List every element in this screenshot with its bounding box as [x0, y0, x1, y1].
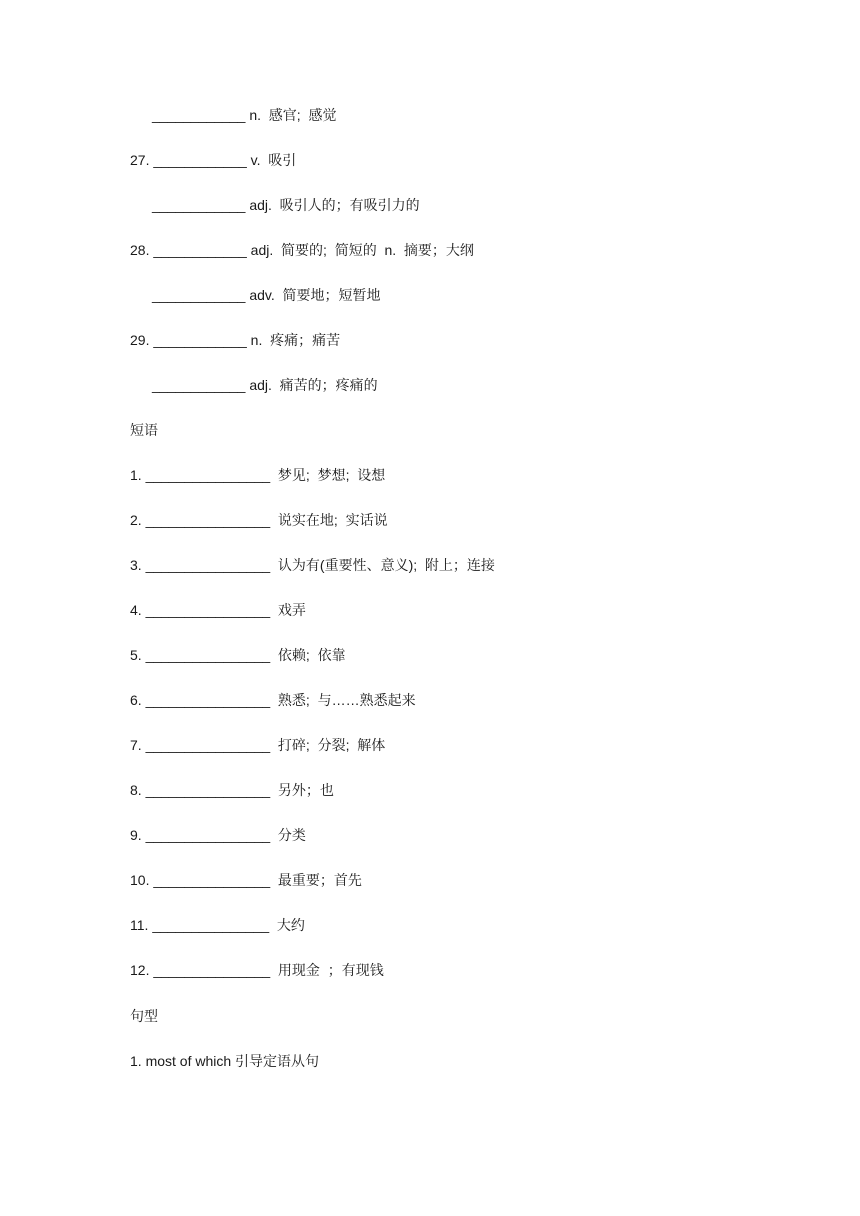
phrase-line: 3. ________________ 认为有(重要性、意义); 附上；连接: [130, 557, 495, 573]
vocab-line: 28. ____________ adj. 简要的; 简短的 n. 摘要；大纲: [130, 242, 474, 258]
vocab-line: ____________ adv. 简要地；短暂地: [152, 287, 381, 303]
phrase-line: 2. ________________ 说实在地; 实话说: [130, 512, 388, 528]
vocab-line: 29. ____________ n. 疼痛；痛苦: [130, 332, 341, 348]
phrase-line: 10. _______________ 最重要；首先: [130, 872, 362, 888]
phrase-line: 6. ________________ 熟悉; 与……熟悉起来: [130, 692, 416, 708]
sentence-heading: 句型: [130, 1008, 158, 1024]
phrase-line: 12. _______________ 用现金 ；有现钱: [130, 962, 384, 978]
phrases-heading: 短语: [130, 422, 158, 438]
phrase-line: 11. _______________ 大约: [130, 917, 305, 933]
phrase-line: 8. ________________ 另外；也: [130, 782, 334, 798]
vocab-line: ____________ adj. 痛苦的；疼痛的: [152, 377, 378, 393]
phrase-line: 9. ________________ 分类: [130, 827, 306, 843]
vocab-line: ____________ n. 感官; 感觉: [152, 107, 337, 123]
phrase-line: 7. ________________ 打碎; 分裂; 解体: [130, 737, 386, 753]
sentence-line: 1. most of which 引导定语从句: [130, 1053, 320, 1069]
phrase-line: 1. ________________ 梦见; 梦想; 设想: [130, 467, 386, 483]
vocab-line: 27. ____________ v. 吸引: [130, 152, 297, 168]
phrase-line: 4. ________________ 戏弄: [130, 602, 306, 618]
vocab-line: ____________ adj. 吸引人的；有吸引力的: [152, 197, 420, 213]
phrase-line: 5. ________________ 依赖; 依靠: [130, 647, 346, 663]
